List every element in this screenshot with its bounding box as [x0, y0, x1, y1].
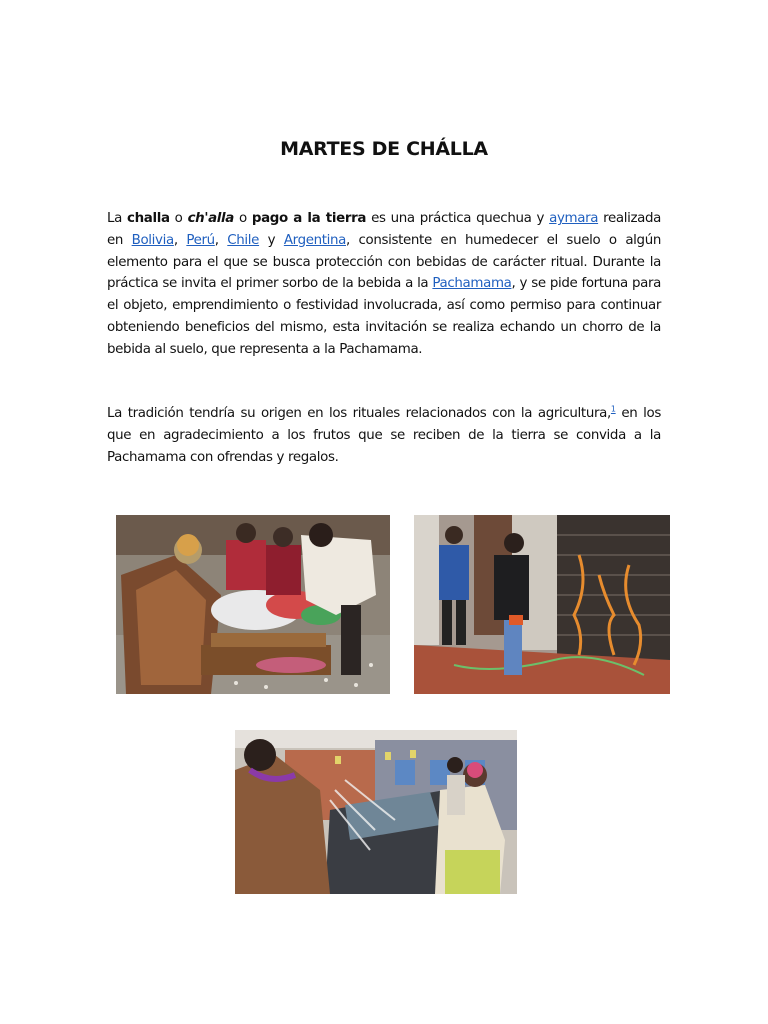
paragraph-intro [107, 208, 661, 361]
text-run: , y se pide fortuna para el objeto, emprendimiento o festividad involucrada, así como permiso para continuar obteniendo beneficios del mismo, esta invitación se realiza echando un chorro de la bebida al suelo, que representa a la Pachamama. [107, 276, 661, 357]
text-run: o [233, 211, 252, 226]
text-run: La [107, 211, 128, 226]
text-run: y [259, 232, 284, 248]
text-run: o [169, 211, 188, 226]
text-run: , [214, 232, 228, 248]
term-challa-alt: ch'alla [187, 211, 234, 226]
footnote-link[interactable]: 1 [610, 404, 616, 414]
link-chile[interactable]: Chile [227, 232, 260, 248]
link-argentina[interactable]: Argentina [283, 232, 347, 248]
text-run: , [173, 232, 187, 248]
page-title: MARTES DE CHÁLLA [280, 138, 488, 160]
text-run: , consistente en humedecer el suelo o algún elemento para el que se busca protección con bebidas de carácter ritual. Durante la práctica se invita el primer sorbo de la bebida a la [107, 232, 661, 292]
term-challa: challa [127, 211, 170, 226]
term-pago-a-la-tierra: pago a la tierra [251, 211, 367, 226]
text-run: en los que en agradecimiento a los frutos que se reciben de la tierra se convida a la Pachamama con ofrendas y regalos. [107, 406, 661, 465]
shop-blessing-photo [414, 515, 670, 694]
ritual-offering-photo [116, 515, 390, 694]
link-bolivia[interactable]: Bolivia [131, 232, 174, 248]
text-run: realizada en [107, 211, 662, 248]
text-run: La tradición tendría su origen en los rituales relacionados con la agricultura, [107, 406, 611, 421]
paragraph-origin [107, 403, 661, 468]
link-aymara[interactable]: aymara [549, 211, 599, 226]
car-blessing-photo [235, 730, 517, 894]
link-pachamama[interactable]: Pachamama [432, 276, 512, 292]
link-peru[interactable]: Perú [186, 232, 215, 248]
text-run: es una práctica quechua y [366, 211, 550, 226]
